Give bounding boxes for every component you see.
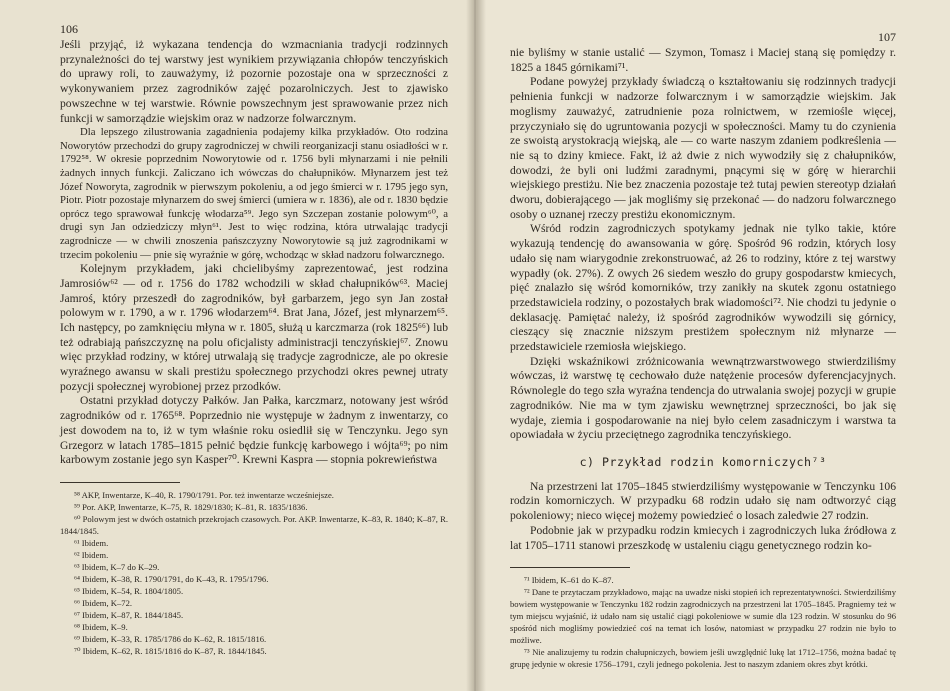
right-page (476, 0, 950, 691)
footnote: ⁶⁰ Polowym jest w dwóch ostatnich przekrojach czasowych. Por. AKP. Inwentarze, K–83, R. 1840; K–87, R. 1844/1845. (60, 514, 448, 536)
left-paragraph: Jeśli przyjąć, iż wykazana tendencja do wzmacniania tradycji rodzinnych przynależności do tej warstwy jest wynikiem przywiązania chłopów tenczyńskich do uprawy roli, to zauważymy, iż pozornie pozostaje ona w sprzeczności z wykonywaniem przez zagrodników zajęć pozarolniczych. Jest to zjawisko powszechne w tej warstwie. Równie powszechnym jest sprawowanie przez nich funkcji w samorządzie wiejskim oraz w nadzorze folwarcznym. (60, 38, 448, 125)
footnote: ⁶⁷ Ibidem, K–87, R. 1844/1845. (74, 610, 184, 620)
footnote: ⁷⁰ Ibidem, K–62, R. 1815/1816 do K–87, R. 1844/1845. (74, 646, 267, 656)
footnote: ⁵⁹ Por. AKP, Inwentarze, K–75, R. 1829/1830; K–81, R. 1835/1836. (74, 502, 308, 512)
footnote: ⁶¹ Ibidem. (74, 538, 109, 548)
right-paragraph: Dzięki wskaźnikowi zróżnicowania wewnątrzwarstwowego stwierdziliśmy wówczas, iż warstwę tę cechowało duże natężenie procesów dyferencjacyjnych. Równolegle do tego szła wyraźna tendencja do utrwalania swojej pozycji w grupie zagrodników. Nie ma w tym zjawisku wewnętrznej sprzeczności, bo jak się wydaje, ziemia i gospodarowanie na niej było celem zasadniczym i warstwa ta opowiadała w życiu przeciętnego zagrodnika tenczyńskiego. (510, 354, 896, 442)
section-heading: c) Przykład rodzin komorniczych⁷³ (579, 454, 827, 469)
footnote: ⁷¹ Ibidem, K–61 do K–87. (524, 575, 614, 586)
page-number-left: 106 (60, 22, 78, 36)
left-body-text (60, 38, 448, 468)
footnote: ⁶³ Ibidem, K–7 do K–29. (74, 562, 160, 572)
right-body-text (510, 46, 896, 553)
footnote: ⁶² Ibidem. (74, 550, 109, 560)
right-paragraph: Wśród rodzin zagrodniczych spotykamy jednak nie tylko takie, które wykazują tendencję do awansowania w górę. Spośród 96 rodzin, których losy udało się nam wiarygodnie zrekonstruować, aż 26 to rodziny, które z tej warstwy wypadły (ok. 27%). Z owych 26 siedem weszło do grupy gospodarstw kmiecych, pięć znalazło się wśród komorników, trzy zanikły na skutek zgonu ostatniego przedstawiciela rodziny, o pozostałych brak wiadomości⁷². Nie chodzi tu jedynie o deklasację. Pamiętać należy, iż spośród zagrodników wywodzili się górnicy, cieszący się znacznie niższym prestiżem społecznym niż młynarze — przedstawiciele rzemiosła wiejskiego. (510, 222, 896, 354)
footnote: ⁶⁹ Ibidem, K–33, R. 1785/1786 do K–62, R. 1815/1816. (74, 634, 267, 644)
left-page (0, 0, 474, 691)
right-paragraph: Na przestrzeni lat 1705–1845 stwierdziliśmy występowanie w Tenczynku 106 rodzin komorniczych. W przypadku 68 rodzin udało się nam odtworzyć ciąg pokoleniowy; nieco więcej możemy powiedzieć o losach zaledwie 27 rodzin. (510, 479, 896, 523)
footnote: ⁶⁸ Ibidem, K–9. (74, 622, 128, 632)
footnote-divider (510, 567, 630, 568)
footnote: ⁶⁵ Ibidem, K–54, R. 1804/1805. (74, 586, 184, 596)
right-paragraph: Podobnie jak w przypadku rodzin kmiecych i zagrodniczych luka źródłowa z lat 1705–1711 stanowi przeszkodę w ustaleniu ciągu genetycznego rodzin ko- (510, 523, 896, 552)
footnote: ⁵⁸ AKP, Inwentarze, K–40, R. 1790/1791. Por. też inwentarze wcześniejsze. (74, 490, 334, 500)
right-footnotes (510, 574, 896, 670)
footnote: ⁷³ Nie analizujemy tu rodzin chałupniczych, bowiem jeśli uwzględnić lukę lat 1712–1756, można badać tę grupę jedynie w okresie 1756–1791, czyli jednego pokolenia. Jest to naszym zdaniem okres zbyt krótki. (510, 647, 896, 670)
right-paragraph: Podane powyżej przykłady świadczą o kształtowaniu się rodzinnych tradycji pełnienia funkcji w nadzorze folwarcznym i w samorządzie wiejskim. Jak moglismy zauważyć, zatrudnienie poza rolnictwem, w rzemiośle więcej, przyczyniało się do ugruntowania pozycji w społeczności. Mamy tu do czynienia ze swoistą arystokracją wiejską, ale — co warte naszym zdaniem podkreślenia — nie są to dziny kmiece. Fakt, iż aż dwie z nich wywodziły się z chałupników, dowodzi, że byli oni ludźmi zaradnymi, pnącymi się w górę w hierarchii wiejskiego prestiżu. Nie bez znaczenia pozostaje też tutaj pewien stereotyp działań dworu, dobierającego — jak mogliśmy się przekonać — do nadzoru folwarcznego osoby o uznanej rzeczy prestiżu ekonomicznym. (510, 75, 896, 221)
footnote-divider (60, 482, 180, 483)
left-footnotes (60, 489, 448, 657)
left-paragraph: Dla lepszego zilustrowania zagadnienia podajemy kilka przykładów. Oto rodzina Noworytów przechodzi do grupy zagrodniczej w chwili reorganizacji stanu osiadłości w r. 1792⁵⁸. W okresie poprzednim Noworytowie od r. 1756 byli młynarzami i nie pełnili żadnych innych funkcji. Zaliczano ich wówczas do chałupników. Młynarzem jest też Józef Noworyta, zagrodnik w pierwszym pokoleniu, a od jego śmierci w r. 1795 jego syn, Piotr. Piotr pozostaje młynarzem do swej śmierci (umiera w r. 1836), ale od r. 1830 będzie oprócz tego sprawował funkcję włodarza⁵⁹. Jego syn Szczepan zostanie polowym⁶⁰, a drugi syn Jan odziedziczy młyn⁶¹. Jest to więc rodzina, która utrwalając tradycji zagrodnicze — w chwili znoszenia pańszczyzny Noworytowie są już zagrodnikami w trzecim pokoleniu — pnie się wyraźnie w górę, wchodząc w skład nadzoru folwarcznego. (60, 126, 448, 261)
footnote: ⁷² Dane te przytaczam przykładowo, mając na uwadze niski stopień ich reprezentatywności. Stwierdziliśmy bowiem występowanie w Tenczynku 182 rodzin zagrodniczych na przestrzeni lat 1705–1845. Pragniemy też w tym miejscu wyjaśnić, iż udało nam się ustalić ciągi pokoleniowe w sumie dla 123 rodzin. W stosunku do 96 spośród nich mogliśmy powiedzieć coś na temat ich losów, natomiast w przypadku 27 rodzin nie było to możliwe. (510, 587, 896, 646)
left-paragraph: Kolejnym przykładem, jaki chcielibyśmy zaprezentować, jest rodzina Jamrosiów⁶² — od r. 1756 do 1782 wchodzili w skład chałupników⁶³. Maciej Jamroś, który przeszedł do zagrodników, był garbarzem, jego syn Jan został polowym w r. 1790, a w r. 1796 włodarzem⁶⁴. Brat Jana, Józef, jest młynarzem⁶⁵. Ich następcy, po zamknięciu młyna w r. 1805, służą u karczmarza (rok 1825⁶⁶) lub też odrabiają pańszczyznę na polu oficjalisty administracji tenczyńskiej⁶⁷. Znowu więc przykład rodziny, w której utrwalają się tradycje zagrodnicze, ale po okresie wyraźnego awansu w skali prestiżu społecznego przychodzi okres pewnej utraty pozycji społecznej wyrobionej przez przodków. (60, 262, 448, 393)
page-number-right: 107 (878, 30, 896, 44)
right-continuation: nie byliśmy w stanie ustalić — Szymon, Tomasz i Maciej staną się pomiędzy r. 1825 a 1845 górnikami⁷¹. (510, 46, 896, 74)
left-paragraph: Ostatni przykład dotyczy Pałków. Jan Pałka, karczmarz, notowany jest wśród zagrodników od r. 1765⁶⁸. Poprzednio nie występuje w żadnym z inwentarzy, co jest dowodem na to, iż w tym właśnie roku osiedlił się w Tenczynku. Jego syn Grzegorz w latach 1785–1815 pełnić będzie funkcję karbowego i wójta⁶⁹; po nim karbowym zostanie jego syn Kasper⁷⁰. Krewni Kaspra — stopnia pokrewieństwa (60, 394, 448, 467)
footnote: ⁶⁶ Ibidem, K–72. (74, 598, 133, 608)
book-gutter (466, 0, 486, 691)
footnote: ⁶⁴ Ibidem, K–38, R. 1790/1791, do K–43, R. 1795/1796. (74, 574, 269, 584)
